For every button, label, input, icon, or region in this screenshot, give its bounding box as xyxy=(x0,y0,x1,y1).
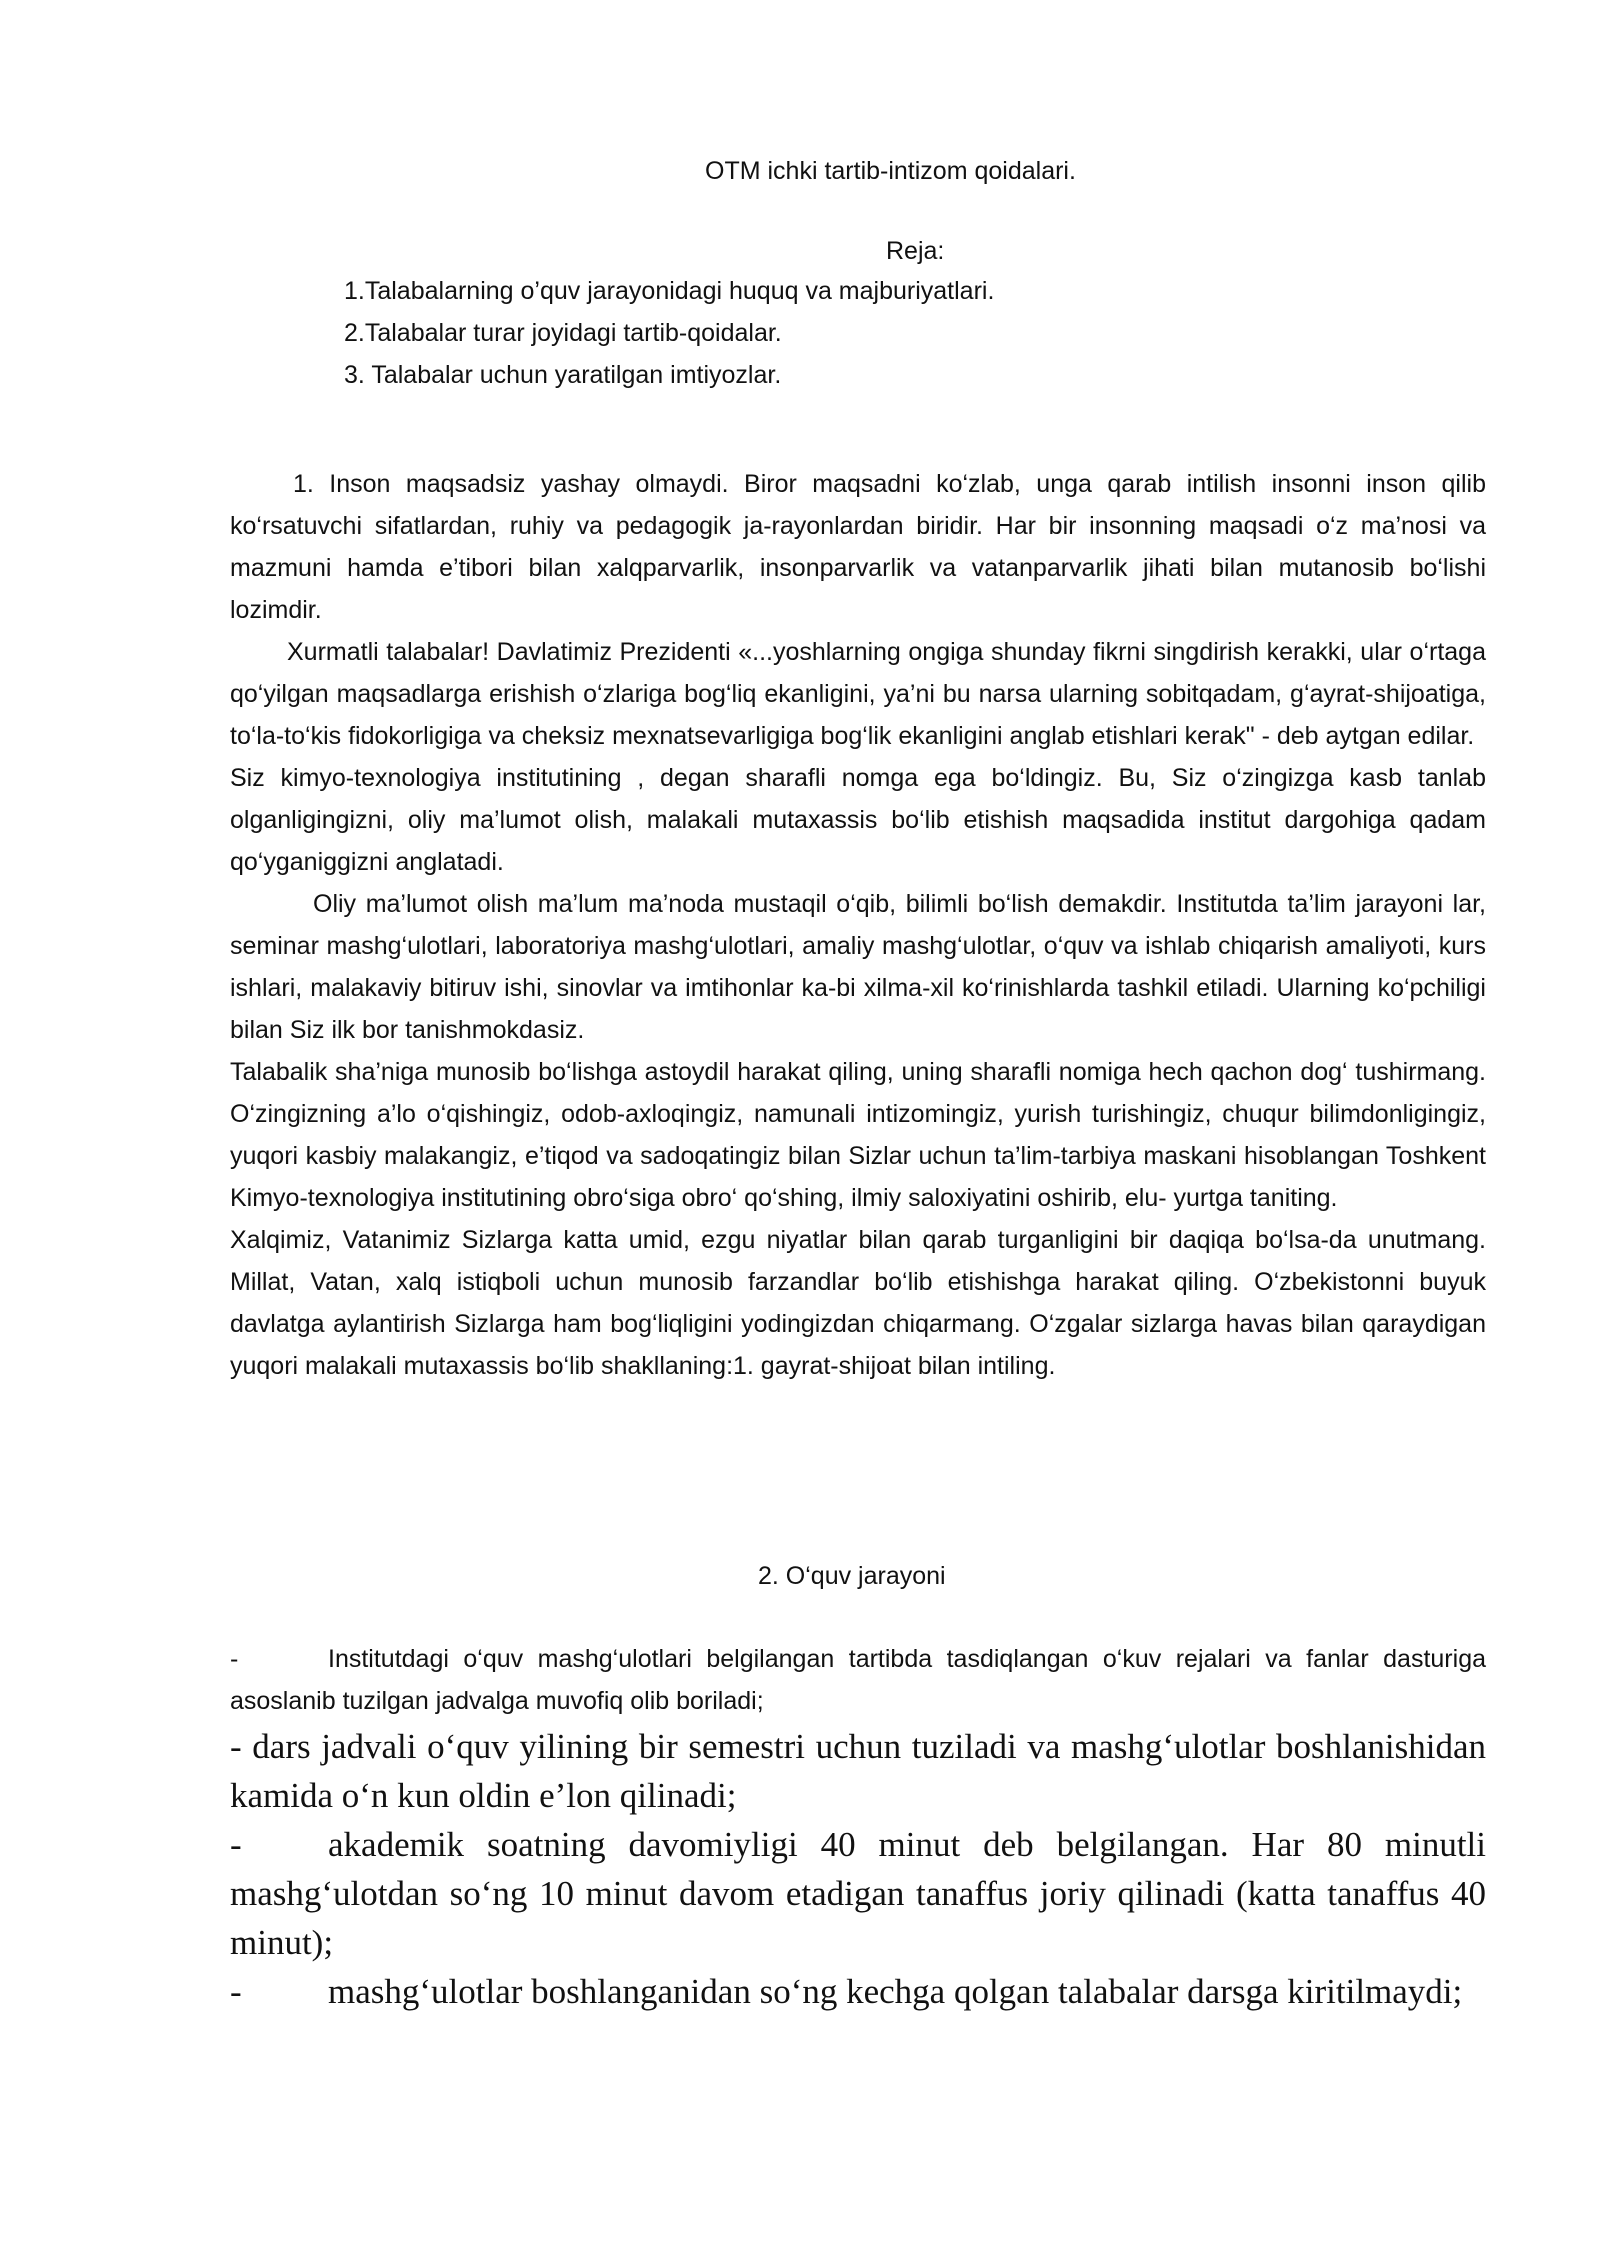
rule-text: akademik soatning davomiyligi 40 minut deb belgilangan. Har 80 minutli mashg‘ulotdan so‘ng 10 minut davom etadigan tanaffus joriy qilinadi (katta tanaffus 40 minut); xyxy=(230,1825,1486,1962)
paragraph: 1. Inson maqsadsiz yashay olmaydi. Biror maqsadni ko‘zlab, unga qarab intilish insonni inson qilib ko‘rsatuvchi sifatlardan, ruhiy va pedagogik ja-rayonlardan biridir. Har bir insonning maqsadi o‘z ma’nosi va mazmuni hamda e’tibori bilan xalqparvarlik, insonparvarlik va vatanparvarlik jihati bilan mutanosib bo‘lishi lozimdir. xyxy=(230,470,1486,624)
paragraph: Xalqimiz, Vatanimiz Sizlarga katta umid, ezgu niyatlar bilan qarab turganligini bir daqiqa bo‘lsa-da unutmang. Millat, Vatan, xalq istiqboli uchun munosib farzandlar bo‘lib etishishga harakat qiling. O‘zbekistonni buyuk davlatga aylantirish Sizlarga ham bog‘liqligini yodingizdan chiqarmang. O‘zgalar sizlarga havas bilan qaraydigan yuqori malakali mutaxassis bo‘lib shakllaning:1. gayrat-shijoat bilan intiling. xyxy=(230,1226,1486,1380)
section-title: 2. O‘quv jarayoni xyxy=(758,1562,946,1590)
plan-heading: Reja: xyxy=(886,237,945,265)
rule-item xyxy=(230,1638,1486,1722)
plan-item: 2.Talabalar turar joyidagi tartib-qoidalar. xyxy=(344,319,782,347)
document-body xyxy=(230,463,1486,1387)
paragraph: Talabalik sha’niga munosib bo‘lishga astoydil harakat qiling, uning sharafli nomiga hech qachon dog‘ tushirmang. O‘zingizning a’lo o‘qishingiz, odob-axloqingiz, namunali intizomingiz, yurish turishingiz, chuqur bilimdonligingiz, yuqori kasbiy malakangiz, e’tiqod va sadoqatingiz bilan Sizlar uchun ta’lim-tarbiya maskani hisoblangan Toshkent Kimyo-texnologiya institutining obro‘siga obro‘ qo‘shing, ilmiy saloxiyatini oshirib, elu- yurtga taniting. xyxy=(230,1058,1486,1212)
rule-marker: - xyxy=(230,1645,239,1673)
paragraph: Siz kimyo-texnologiya institutining , degan sharafli nomga ega bo‘ldingiz. Bu, Siz o‘zingizga kasb tanlab olganligingizni, oliy ma’lumot olish, malakali mutaxassis bo‘lib etishish maqsadida institut dargohiga qadam qo‘yganiggizni anglatadi. xyxy=(230,764,1486,876)
rule-marker: - xyxy=(230,1825,242,1864)
plan-item: 3. Talabalar uchun yaratilgan imtiyozlar. xyxy=(344,361,782,389)
rule-text: mashg‘ulotlar boshlanganidan so‘ng kechga qolgan talabalar darsga kiritilmaydi; xyxy=(328,1972,1463,2011)
rule-text: dars jadvali o‘quv yilining bir semestri uchun tuziladi va mashg‘ulotlar boshlanishidan kamida o‘n kun oldin e’lon qilinadi; xyxy=(230,1727,1486,1815)
rule-text: Institutdagi o‘quv mashg‘ulotlari belgilangan tartibda tasdiqlangan o‘kuv rejalari va fanlar dasturiga asoslanib tuzilgan jadvalga muvofiq olib boriladi; xyxy=(230,1645,1486,1715)
rule-item xyxy=(230,1722,1486,1820)
rule-marker: - xyxy=(230,1727,242,1766)
rule-item xyxy=(230,1820,1486,1967)
plan-list xyxy=(344,270,994,396)
rule-marker: - xyxy=(230,1972,242,2011)
rules-list xyxy=(230,1638,1486,2016)
document-title: OTM ichki tartib-intizom qoidalari. xyxy=(705,157,1076,185)
plan-item: 1.Talabalarning o’quv jarayonidagi huquq va majburiyatlari. xyxy=(344,277,995,305)
rule-item xyxy=(230,1967,1486,2016)
paragraph: Oliy ma’lumot olish ma’lum ma’noda mustaqil o‘qib, bilimli bo‘lish demakdir. Institutda ta’lim jarayoni lar, seminar mashg‘ulotlari, laboratoriya mashg‘ulotlari, amaliy mashg‘ulotlar, o‘quv va ishlab chiqarish amaliyoti, kurs ishlari, malakaviy bitiruv ishi, sinovlar va imtihonlar ka-bi xilma-xil ko‘rinishlarda tashkil etiladi. Ularning ko‘pchiligi bilan Siz ilk bor tanishmokdasiz. xyxy=(230,890,1486,1044)
paragraph: Xurmatli talabalar! Davlatimiz Prezidenti «...yoshlarning ongiga shunday fikrni singdirish kerakki, ular o‘rtaga qo‘yilgan maqsadlarga erishish o‘zlariga bog‘liq ekanligini, ya’ni bu narsa ularning sobitqadam, g‘ayrat-shijoatiga, to‘la-to‘kis fidokorligiga va cheksiz mexnatsevarligiga bog‘lik ekanligini anglab etishlari kerak" - deb aytgan edilar. xyxy=(230,638,1486,750)
